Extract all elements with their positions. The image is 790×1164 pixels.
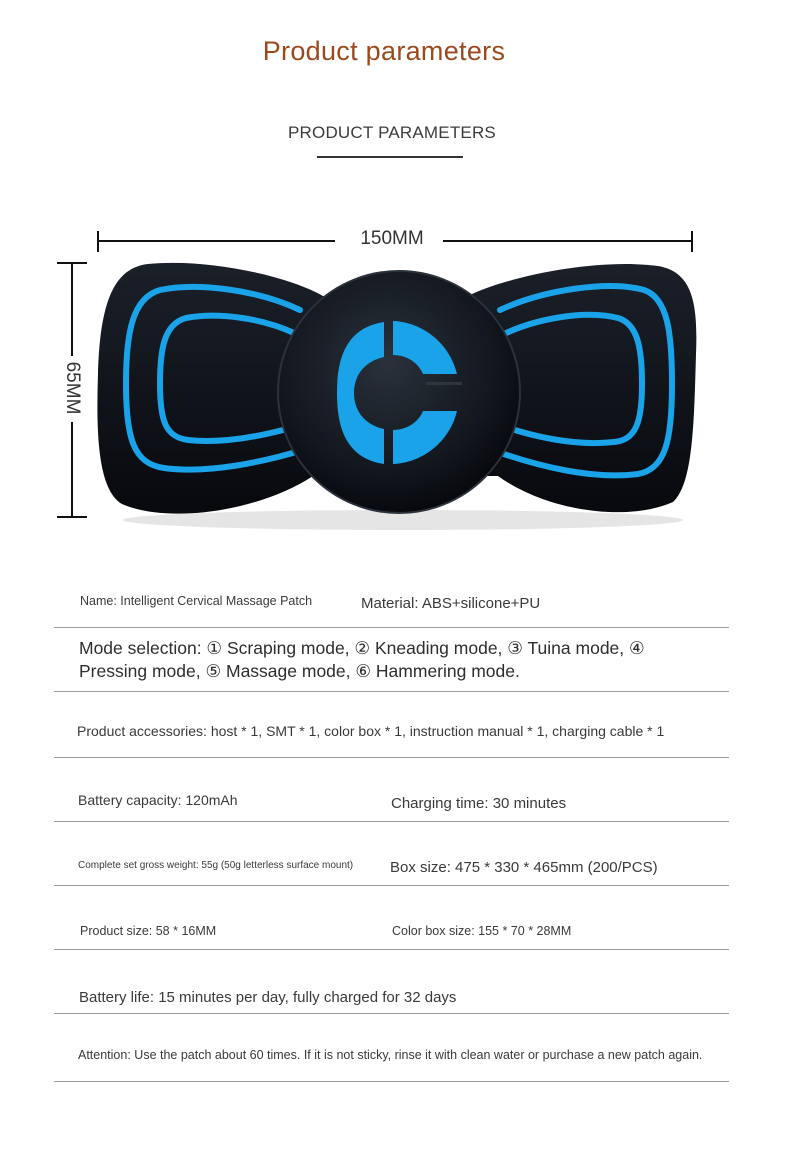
param-color-box-size: Color box size: 155 * 70 * 28MM — [392, 924, 572, 938]
row-divider — [54, 757, 729, 758]
param-mode-line-2: Pressing mode, ⑤ Massage mode, ⑥ Hammering mode. — [79, 661, 520, 681]
param-material: Material: ABS+silicone+PU — [361, 595, 541, 612]
param-charging-time: Charging time: 30 minutes — [391, 795, 567, 812]
param-attention: Attention: Use the patch about 60 times. If it is not sticky, rinse it with clean water or purchase a new patch again. — [78, 1048, 703, 1062]
height-dimension-label: 65MM — [62, 361, 83, 415]
row-divider — [54, 627, 729, 628]
row-divider — [54, 691, 729, 692]
param-battery-life: Battery life: 15 minutes per day, fully charged for 32 days — [79, 989, 457, 1006]
row-divider — [54, 821, 729, 822]
param-product-size: Product size: 58 * 16MM — [80, 924, 217, 938]
width-dimension-label: 150MM — [360, 228, 424, 249]
width-dimension-line-left — [97, 240, 335, 242]
row-divider — [54, 949, 729, 950]
row-divider — [54, 885, 729, 886]
param-gross-weight: Complete set gross weight: 55g (50g letterless surface mount) — [78, 860, 354, 871]
subtitle-underline — [317, 156, 463, 158]
param-battery-capacity: Battery capacity: 120mAh — [78, 792, 238, 808]
width-dimension-right-tick — [691, 231, 693, 252]
param-accessories: Product accessories: host * 1, SMT * 1, color box * 1, instruction manual * 1, charging cable * 1 — [77, 723, 665, 739]
patch-center-disc — [278, 271, 520, 513]
width-dimension-line-right — [443, 240, 693, 242]
param-name: Name: Intelligent Cervical Massage Patch — [80, 594, 313, 608]
row-divider — [54, 1013, 729, 1014]
massage-patch-image — [88, 254, 708, 534]
param-box-size: Box size: 475 * 330 * 465mm (200/PCS) — [390, 859, 658, 876]
height-dimension-bottom-tick — [57, 516, 87, 518]
page-title: Product parameters — [262, 36, 506, 66]
row-divider — [54, 1081, 729, 1082]
section-subtitle: PRODUCT PARAMETERS — [288, 123, 496, 142]
param-mode-line-1: Mode selection: ① Scraping mode, ② Kneading mode, ③ Tuina mode, ④ — [79, 638, 645, 658]
height-dimension-line-bottom — [71, 422, 73, 518]
height-dimension-line-top — [71, 262, 73, 356]
